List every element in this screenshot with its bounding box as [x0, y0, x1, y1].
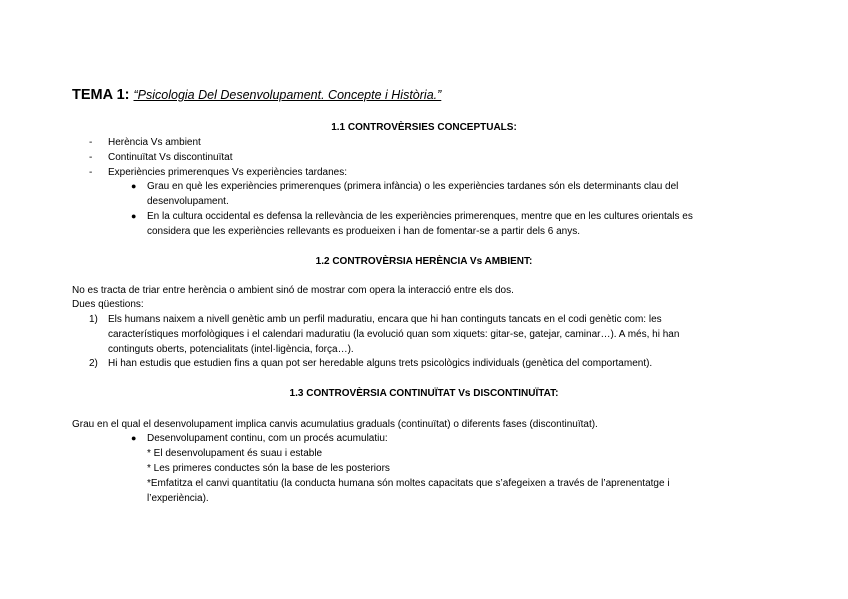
list-item: Herència Vs ambient [108, 137, 201, 148]
numbered-item-line: Els humans naixem a nivell genètic amb un perfil maduratiu, encara que hi han continguts tancats en el codi genètic com: les [108, 314, 662, 325]
sub-list-item-line: desenvolupament. [147, 196, 229, 207]
numbered-item-line: Hi han estudis que estudien fins a quan pot ser heredable alguns trets psicològics individuals (genètica del comportament). [108, 358, 653, 369]
title-subtitle: “Psicologia Del Desenvolupament. Concepte i Història.” [133, 88, 442, 102]
list-number: 1) [89, 314, 98, 325]
dash-marker: - [89, 137, 93, 148]
dash-marker: - [89, 167, 93, 178]
detail-line: *Emfatitza el canvi quantitatiu (la conducta humana són moltes capacitats que s’afegeixen a través de l’aprenentatge i [147, 478, 670, 489]
dash-marker: - [89, 152, 93, 163]
section-heading: 1.1 CONTROVÈRSIES CONCEPTUALS: [331, 122, 517, 133]
paragraph: Grau en el qual el desenvolupament implica canvis acumulatius graduals (continuïtat) o diferents fases (discontinuïtat). [72, 419, 598, 430]
document-title [72, 87, 441, 103]
section-heading: 1.2 CONTROVÈRSIA HERÈNCIA Vs AMBIENT: [315, 256, 533, 267]
bullet-icon: ● [131, 211, 137, 221]
sub-list-item-line: Desenvolupament continu, com un procés acumulatiu: [147, 433, 388, 444]
title-lead: TEMA 1: [72, 87, 130, 103]
numbered-item-line: característiques morfològiques i el calendari maduratiu (la evolució quan som xiquets: gitar-se, gatejar, caminar…). A més, hi han [108, 329, 680, 340]
detail-line: l’experiència). [147, 493, 209, 504]
sub-list-item-line: En la cultura occidental es defensa la rellevància de les experiències primerenques, mentre que en les cultures orientals es [147, 211, 693, 222]
detail-line: * Les primeres conductes són la base de les posteriors [147, 463, 390, 474]
paragraph: Dues qüestions: [72, 299, 144, 310]
bullet-icon: ● [131, 433, 137, 443]
list-number: 2) [89, 358, 98, 369]
list-item: Continuïtat Vs discontinuïtat [108, 152, 233, 163]
list-item: Experiències primerenques Vs experiències tardanes: [108, 167, 348, 178]
bullet-icon: ● [131, 181, 137, 191]
sub-list-item-line: considera que les experiències rellevants es produeixen i han de fomentar-se a partir dels 6 anys. [147, 226, 581, 237]
section-heading: 1.3 CONTROVÈRSIA CONTINUÏTAT Vs DISCONTINUÏTAT: [289, 388, 559, 399]
paragraph: No es tracta de triar entre herència o ambient sinó de mostrar com opera la interacció entre els dos. [72, 285, 514, 296]
numbered-item-line: continguts oberts, potencialitats (intel·ligència, força…). [108, 344, 354, 355]
detail-line: * El desenvolupament és suau i estable [147, 448, 323, 459]
sub-list-item-line: Grau en què les experiències primerenques (primera infància) o les experiències tardanes són els determinants clau del [147, 181, 679, 192]
